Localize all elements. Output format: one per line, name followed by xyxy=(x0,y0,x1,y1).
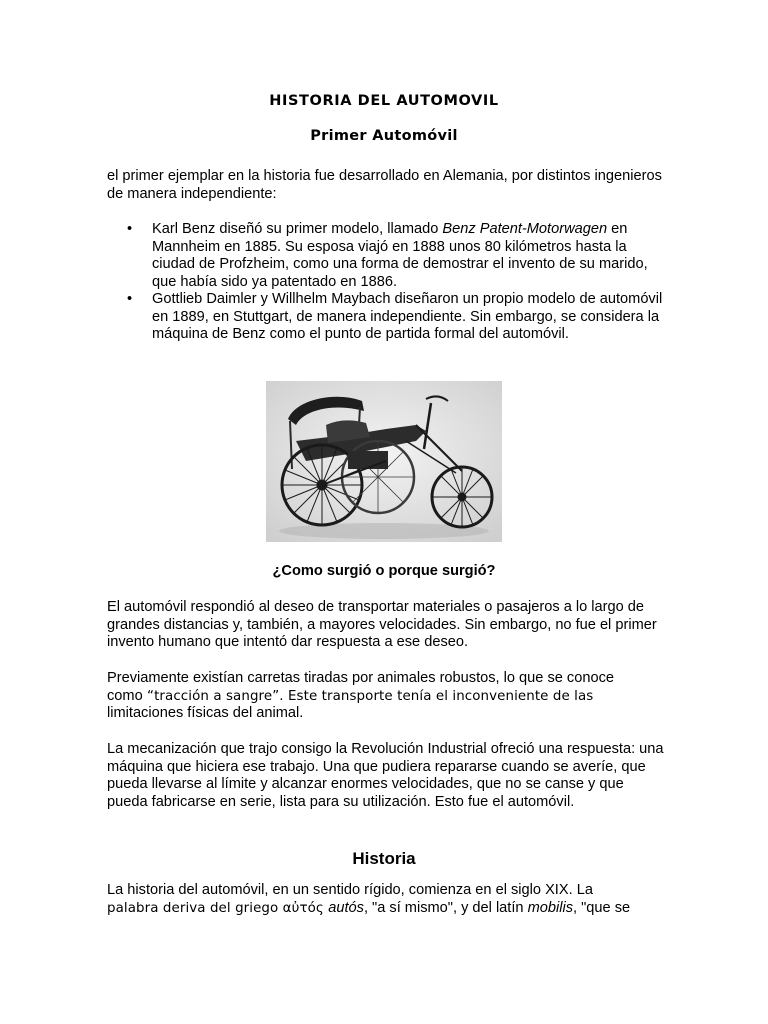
paragraph-1: El automóvil respondió al deseo de transportar materiales o pasajeros a lo largo de grandes distancias y, también, a mayores velocidades. Sin embargo, no fue el primer invento humano que intentó dar respuesta a ese deseo. xyxy=(107,599,657,650)
bullet-text: Gottlieb Daimler y Willhelm Maybach diseñaron un propio modelo de automóvil en 1889, en Stuttgart, de manera independiente. Sin embargo, se considera la máquina de Benz como el punto de partida formal del automóvil. xyxy=(152,291,663,342)
paragraph-2-line-1: Previamente existían carretas tiradas por animales robustos, lo que se conoce xyxy=(107,670,614,686)
historia-heading: Historia xyxy=(352,849,416,868)
section-subtitle: Primer Automóvil xyxy=(310,128,458,144)
inventors-list xyxy=(107,221,667,344)
list-item xyxy=(107,291,667,344)
bullet-italic-model-name: Benz Patent-Motorwagen xyxy=(442,221,608,237)
paragraph-4 xyxy=(107,882,667,917)
paragraph-2-line-3: limitaciones físicas del animal. xyxy=(107,705,304,721)
paragraph-2 xyxy=(107,670,667,723)
document-title: HISTORIA DEL AUTOMOVIL xyxy=(269,93,499,109)
benz-motorwagen-photo xyxy=(266,381,502,542)
paragraph-4-line-1: La historia del automóvil, en un sentido rígido, comienza en el siglo XIX. La xyxy=(107,882,593,898)
question-heading: ¿Como surgió o porque surgió? xyxy=(272,563,496,579)
bullet-icon: • xyxy=(127,221,133,237)
paragraph-4-palabra: palabra deriva del griego αὐτός xyxy=(107,900,329,916)
car-illustration xyxy=(266,381,502,542)
paragraph-4-autos-italic: autós xyxy=(328,899,364,916)
intro-paragraph: el primer ejemplar en la historia fue desarrollado en Alemania, por distintos ingenieros de manera independiente: xyxy=(107,168,662,202)
paragraph-4-mobilis-italic: mobilis xyxy=(527,899,574,916)
paragraph-3: La mecanización que trajo consigo la Revolución Industrial ofreció una respuesta: una máquina que hiciera ese trabajo. Una que pudiera repararse cuando se averíe, que pueda llevarse al límite y alcanzar enormes velocidades, que no se canse y que pueda fabricarse en serie, lista para su utilización. Esto fue el automóvil. xyxy=(107,741,664,810)
bullet-text-after: en Mannheim en 1885. Su esposa viajó en 1888 unos 80 kilómetros hasta la ciudad de Profzheim, como una forma de demostrar el invento de su marido, que había sido ya patentado en 1886. xyxy=(152,221,648,290)
paragraph-2-como: como xyxy=(107,687,143,704)
list-item xyxy=(107,221,667,291)
paragraph-2-traccion: “tracción a sangre”. Este transporte tenía el inconveniente de las xyxy=(142,688,594,704)
paragraph-2-line-2 xyxy=(107,688,667,706)
paragraph-4-text-b: , "a sí mismo", y del latín xyxy=(363,899,528,916)
paragraph-4-line-2 xyxy=(107,900,667,918)
bullet-icon: • xyxy=(127,291,133,307)
bullet-text-before: Karl Benz diseñó su primer modelo, llamado xyxy=(152,221,443,237)
paragraph-4-text-c: , "que se xyxy=(573,899,631,916)
